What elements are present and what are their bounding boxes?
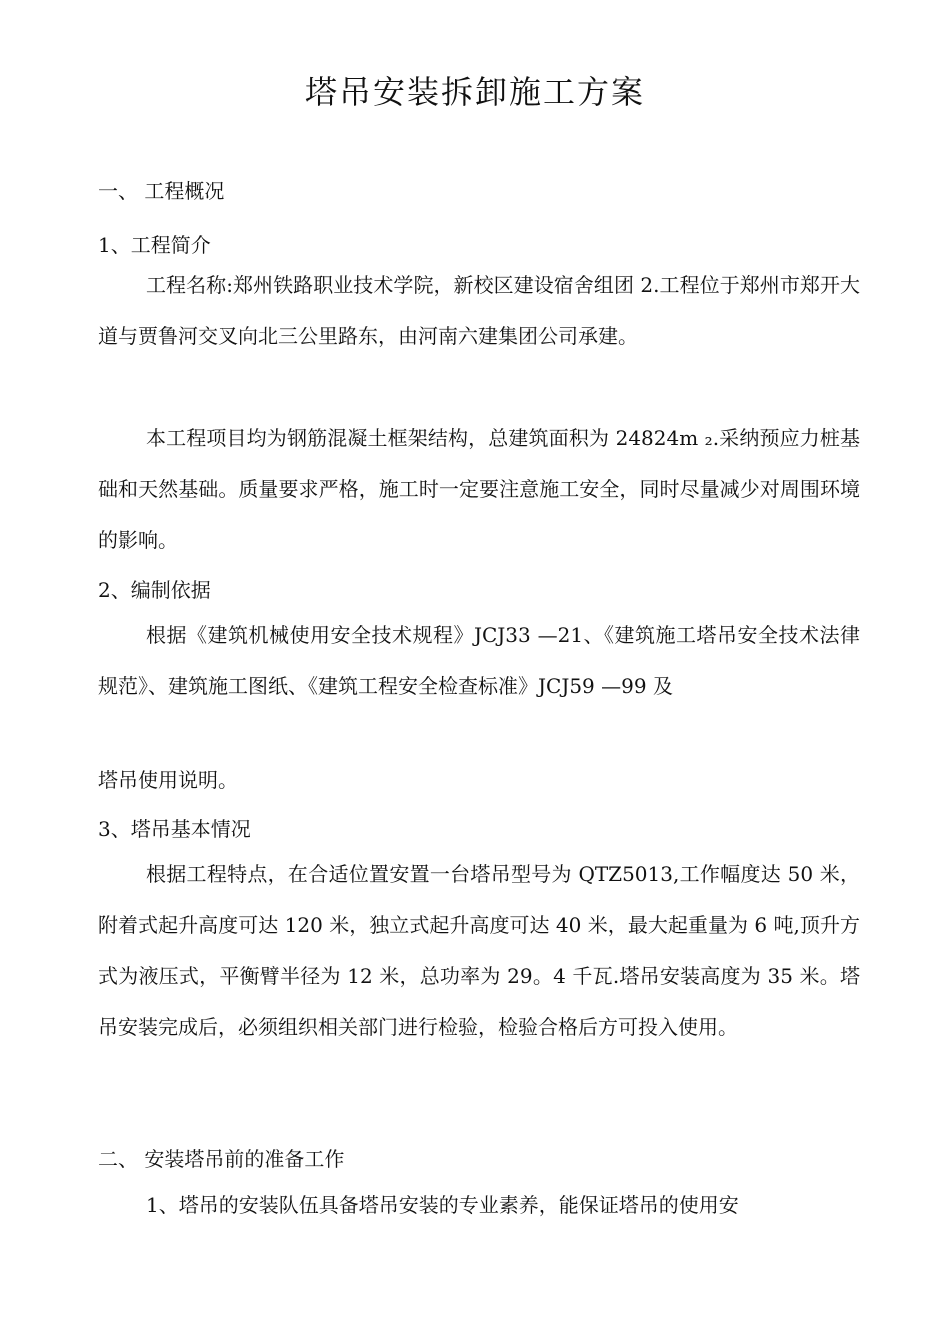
document-title: 塔吊安装拆卸施工方案 — [304, 73, 645, 111]
paragraph-structure: 本工程项目均为钢筋混凝土框架结构，总建筑面积为 24824m ₂.采纳预应力桩基础和天然基础。质量要求严格，施工时一定要注意施工安全，同时尽量减少对周围环境的影响。 — [98, 426, 860, 552]
paragraph-crane-basics: 根据工程特点，在合适位置安置一台塔吊型号为 QTZ5013,工作幅度达 50 米，附着式起升高度可达 120 米，独立式起升高度可达 40 米，最大起重量为 6 吨,顶升方式为液压式，平衡臂半径为 12 米，总功率为 29。4 千瓦.塔吊安装高度为 35 米。塔吊安装完成后，必须组织相关部门进行检验，检验合格后方可投入使用。 — [98, 862, 860, 1039]
subheading-crane-basics: 3、塔吊基本情况 — [98, 817, 251, 841]
paragraph-preparation-1: 1、塔吊的安装队伍具备塔吊安装的专业素养，能保证塔吊的使用安 — [146, 1193, 739, 1217]
paragraph-project-name: 工程名称:郑州铁路职业技术学院，新校区建设宿舍组团 2.工程位于郑州市郑开大道与贾鲁河交叉向北三公里路东，由河南六建集团公司承建。 — [98, 273, 860, 348]
section-heading-preparation: 二、 安装塔吊前的准备工作 — [98, 1147, 345, 1171]
subheading-basis: 2、编制依据 — [98, 578, 211, 602]
subheading-project-intro: 1、工程简介 — [98, 233, 211, 257]
paragraph-basis: 根据《建筑机械使用安全技术规程》JCJ33 —21、《建筑施工塔吊安全技术法律规范》、建筑施工图纸、《建筑工程安全检查标准》JCJ59 —99 及 — [98, 623, 860, 698]
section-heading-overview: 一、 工程概况 — [98, 179, 225, 203]
paragraph-basis-continued: 塔吊使用说明。 — [98, 768, 238, 792]
